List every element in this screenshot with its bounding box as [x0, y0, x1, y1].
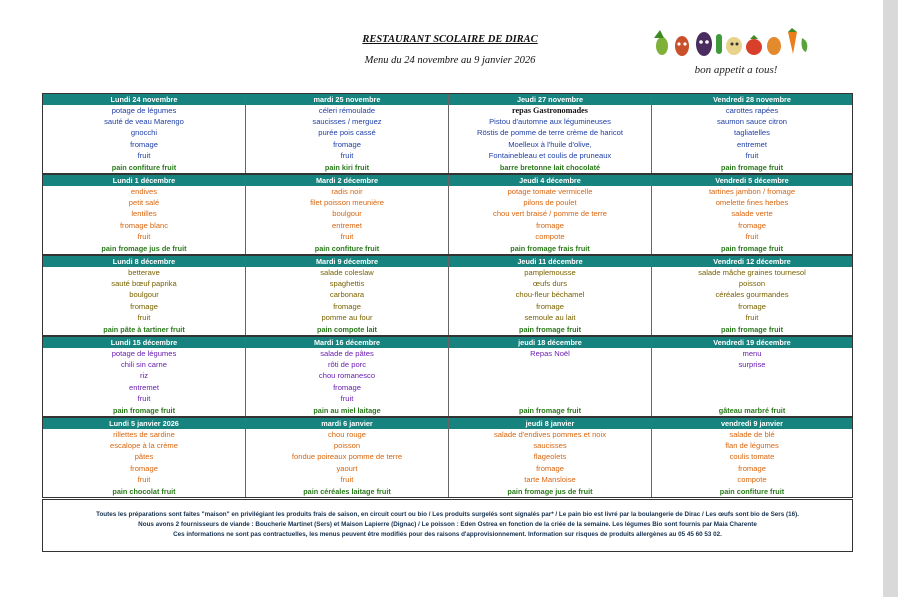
menu-item: tarte Mansloise [524, 474, 576, 484]
menu-item: boulgour [332, 209, 362, 219]
menu-item: poisson [738, 279, 766, 289]
menu-item: entremet [129, 382, 159, 392]
menu-item: fruit [340, 231, 354, 241]
menu-item: petit salé [128, 198, 160, 208]
menu-item: filet poisson meunière [310, 198, 384, 208]
menu-item: salade coleslaw [320, 268, 374, 277]
day-column [449, 94, 652, 173]
day-snack: pain confiture fruit [719, 487, 785, 496]
day-column [652, 94, 852, 173]
week-block [42, 336, 853, 417]
menu-item: fromage [738, 220, 766, 230]
day-header: Jeudi 4 décembre [449, 175, 651, 186]
menu-item: repas Gastronomades [512, 106, 588, 115]
menu-item: fruit [137, 150, 151, 160]
menu-item: sauté de veau Marengo [104, 117, 184, 127]
information-note [42, 499, 853, 552]
menu-item: chou vert braisé / pomme de terre [493, 209, 607, 219]
menu-item: fruit [745, 150, 759, 160]
day-snack: pain confiture fruit [314, 244, 380, 253]
day-column [449, 175, 652, 254]
day-column [652, 418, 852, 497]
menu-item: flan de légumes [725, 441, 779, 451]
day-header: Mardi 16 décembre [246, 337, 448, 348]
menu-item: salade verte [731, 209, 773, 219]
menu-item: fruit [340, 474, 354, 484]
menu-item: compote [737, 474, 767, 484]
day-header: Lundi 24 novembre [43, 94, 245, 105]
page-title: RESTAURANT SCOLAIRE DE DIRAC [362, 34, 538, 45]
day-header: Mardi 9 décembre [246, 256, 448, 267]
menu-item: fromage [130, 463, 158, 473]
menu-item: carottes rapées [725, 106, 779, 115]
day-column [43, 256, 246, 335]
day-snack: pain fromage fruit [518, 406, 582, 415]
menu-item: semoule au lait [524, 312, 576, 322]
menu-item: menu [742, 349, 762, 358]
menu-item: potage de légumes [111, 106, 177, 115]
menu-item: fromage [738, 463, 766, 473]
menu-item: salade de pâtes [320, 349, 374, 358]
menu-item: chou romanesco [318, 371, 376, 381]
day-column [449, 256, 652, 335]
menu-item: fruit [340, 393, 354, 403]
menu-item: fruit [340, 150, 354, 160]
menu-item: fruit [137, 312, 151, 322]
menu-item: salade d'endives pommes et noix [493, 430, 607, 439]
day-snack: pain confiture fruit [111, 163, 177, 172]
menu-item: fromage [333, 301, 361, 311]
menu-item: gnocchi [130, 128, 158, 138]
day-header: Mardi 2 décembre [246, 175, 448, 186]
menu-item: fromage [536, 301, 564, 311]
menu-item: saucisses / merguez [312, 117, 382, 127]
menu-item: céleri rémoulade [318, 106, 376, 115]
menu-item: Pistou d'automne aux légumineuses [489, 117, 611, 127]
menu-item: riz [139, 371, 148, 381]
menu-item: escalope à la crème [110, 441, 178, 451]
menu-item: fruit [137, 231, 151, 241]
menu-item: fondue poireaux pomme de terre [291, 452, 403, 462]
day-column [246, 418, 449, 497]
menu-item: Fontainebleau et coulis de pruneaux [488, 150, 612, 160]
menu-item: omelette fines herbes [715, 198, 789, 208]
menu-item: potage de légumes [111, 349, 177, 358]
day-snack: pain fromage jus de fruit [101, 244, 187, 253]
menu-item: potage tomate vermicelle [507, 187, 593, 196]
day-column [246, 337, 449, 416]
day-header: Lundi 15 décembre [43, 337, 245, 348]
menu-item: fromage [333, 139, 361, 149]
day-header: Jeudi 11 décembre [449, 256, 651, 267]
day-snack: pain pâte à tartiner fruit [103, 325, 185, 334]
menu-item: céréales gourmandes [715, 290, 789, 300]
week-block [42, 93, 853, 174]
day-snack: pain fromage fruit [720, 163, 784, 172]
day-snack: pain fromage fruit [518, 325, 582, 334]
menu-item: tartines jambon / fromage [708, 187, 796, 196]
day-header: Lundi 1 décembre [43, 175, 245, 186]
menu-item: saucisses [533, 441, 567, 451]
menu-item: entremet [332, 220, 362, 230]
logo-tagline: bon appetit a tous! [694, 64, 778, 76]
day-header: Vendredi 5 décembre [652, 175, 852, 186]
day-snack: pain au miel laitage [313, 406, 381, 415]
menu-item: chili sin carne [120, 360, 167, 370]
day-column [449, 418, 652, 497]
menu-item: fromage [738, 301, 766, 311]
menu-item: poisson [333, 441, 361, 451]
menu-item: œufs durs [532, 279, 568, 289]
day-column [652, 175, 852, 254]
day-snack: pain fromage fruit [720, 244, 784, 253]
menu-item: surprise [738, 360, 766, 370]
menu-item: purée pois cassé [318, 128, 376, 138]
menu-item: betterave [128, 268, 160, 277]
menu-item: carbonara [329, 290, 365, 300]
menu-item: Moelleux à l'huile d'olive, [508, 139, 592, 149]
menu-item: fromage blanc [119, 220, 169, 230]
day-header: jeudi 18 décembre [449, 337, 651, 348]
day-snack: pain fromage frais fruit [510, 244, 590, 253]
day-column [43, 418, 246, 497]
week-block [42, 255, 853, 336]
note-line: Nous avons 2 fournisseurs de viande : Boucherie Martinet (Sers) et Maison Lapierre (Dignac) / Le poisson : Eden Ostrea en fonction de la criée de la semaine. Les légumes Bio sont fournis par Maia Charente [138, 521, 757, 528]
day-column [43, 337, 246, 416]
menu-item: radis noir [331, 187, 363, 196]
menu-item: lentilles [131, 209, 157, 219]
menu-item: chou-fleur béchamel [515, 290, 585, 300]
menu-item: entremet [737, 139, 767, 149]
day-header: mardi 25 novembre [246, 94, 448, 105]
menu-item: fromage [130, 139, 158, 149]
menu-item: tagliatelles [734, 128, 770, 138]
menu-item: fruit [137, 393, 151, 403]
note-line: Ces informations ne sont pas contractuelles, les menus peuvent être modifiés pour des raisons d'approvisionnement. Information sur risques de produits allergènes au 05 45 60 53 02. [173, 531, 722, 538]
day-header: Lundi 8 décembre [43, 256, 245, 267]
menu-item: Röstis de pomme de terre crème de haricot [476, 128, 624, 138]
week-block [42, 417, 853, 498]
day-snack: pain compote lait [316, 325, 377, 334]
day-header: mardi 6 janvier [246, 418, 448, 429]
menu-item: fromage [536, 463, 564, 473]
menu-item: chou rouge [328, 430, 366, 439]
menu-item: fromage [130, 301, 158, 311]
day-header: vendredi 9 janvier [652, 418, 852, 429]
day-snack: barre bretonne lait chocolaté [499, 163, 601, 172]
day-column [652, 256, 852, 335]
day-header: jeudi 8 janvier [449, 418, 651, 429]
menu-item: salade mâche graines tournesol [698, 268, 806, 277]
menu-item: fruit [137, 474, 151, 484]
day-snack: pain fromage fruit [112, 406, 176, 415]
day-snack: pain kiri fruit [324, 163, 370, 172]
day-header: Vendredi 19 décembre [652, 337, 852, 348]
menu-item: Repas Noël [530, 349, 570, 358]
day-column [449, 337, 652, 416]
page-edge [883, 0, 898, 597]
day-header: Vendredi 12 décembre [652, 256, 852, 267]
menu-item: boulgour [129, 290, 159, 300]
day-column [246, 256, 449, 335]
day-column [246, 175, 449, 254]
day-snack: pain céréales laitage fruit [303, 487, 391, 496]
day-snack: pain fromage fruit [720, 325, 784, 334]
day-column [246, 94, 449, 173]
menu-item: fromage [333, 382, 361, 392]
menu-item: fruit [745, 231, 759, 241]
menu-item: pilons de poulet [523, 198, 577, 208]
menu-item: pamplemousse [524, 268, 576, 277]
day-header: Jeudi 27 novembre [449, 94, 651, 105]
note-line: Toutes les préparations sont faites "maison" en privilégiant les produits frais de saison, en circuit court ou bio / Les produits surgelés sont signalés par* / Le pain bio est livré par la boulangerie de Dirac / Les œufs sont bio de Sers (16). [96, 511, 799, 518]
menu-item: rillettes de sardine [113, 430, 175, 439]
menu-item: fromage [536, 220, 564, 230]
menu-item: fruit [745, 312, 759, 322]
menu-item: spaghettis [329, 279, 365, 289]
menu-item: sauté bœuf paprika [111, 279, 177, 289]
menu-item: coulis tomate [729, 452, 775, 462]
menu-item: saumon sauce citron [716, 117, 788, 127]
week-block [42, 174, 853, 255]
day-column [652, 337, 852, 416]
menu-item: yaourt [336, 463, 358, 473]
day-snack: pain fromage jus de fruit [507, 487, 593, 496]
menu-item: flageolets [533, 452, 567, 462]
day-column [43, 175, 246, 254]
day-header: Vendredi 28 novembre [652, 94, 852, 105]
menu-item: endives [130, 187, 158, 196]
menu-item: pomme au four [321, 312, 373, 322]
menu-item: pâtes [134, 452, 154, 462]
page-subtitle: Menu du 24 novembre au 9 janvier 2026 [364, 55, 536, 66]
day-column [43, 94, 246, 173]
menu-item: rôti de porc [328, 360, 366, 370]
menu-item: salade de blé [729, 430, 775, 439]
menu-item: compote [535, 231, 565, 241]
day-snack: pain chocolat fruit [112, 487, 176, 496]
day-snack: gâteau marbré fruit [718, 406, 786, 415]
day-header: Lundi 5 janvier 2026 [43, 418, 245, 429]
